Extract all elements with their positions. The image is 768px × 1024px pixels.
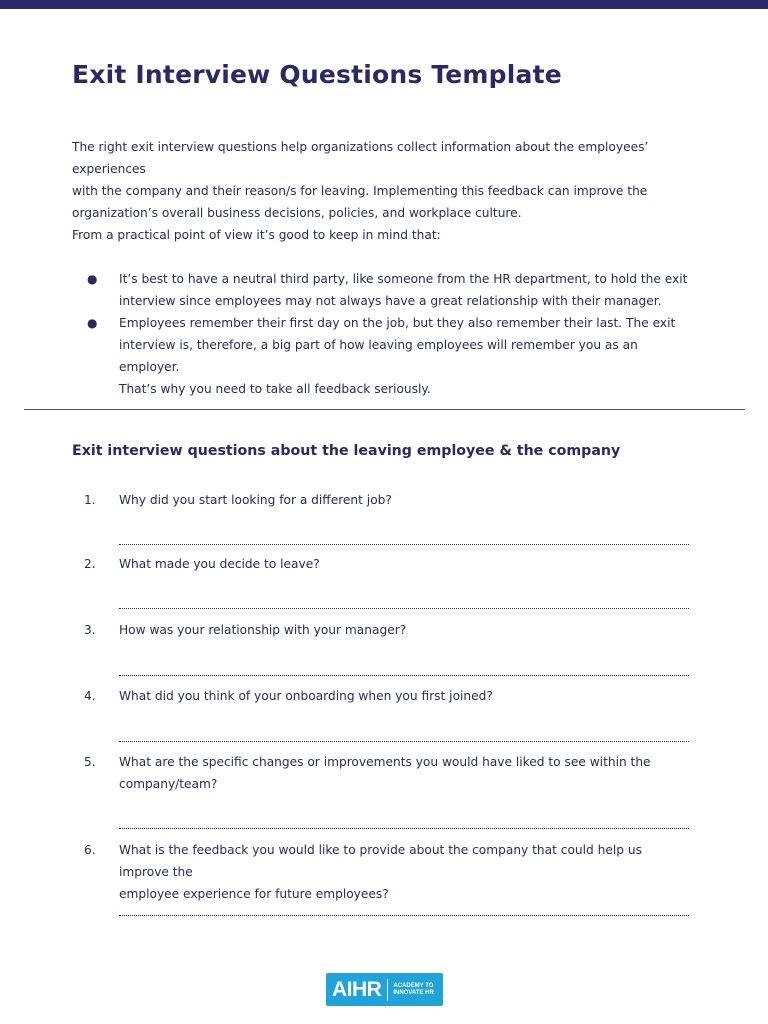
- question-text-line: company/team?: [119, 777, 218, 791]
- page-title: Exit Interview Questions Template: [72, 60, 562, 89]
- answer-line[interactable]: [119, 915, 689, 916]
- list-item-line: It’s best to have a neutral third party, like someone from the HR department, to hold the exit: [119, 272, 688, 286]
- answer-line[interactable]: [119, 741, 689, 742]
- question-text: What did you think of your onboarding when you first joined?: [119, 689, 493, 703]
- bullet-icon: ●: [87, 272, 98, 286]
- question-number: 5.: [84, 755, 96, 769]
- answer-line[interactable]: [119, 544, 689, 545]
- question-text-line: What is the feedback you would like to provide about the company that could help us improve the: [119, 843, 642, 879]
- logo-divider: [387, 979, 388, 1001]
- section-title: Exit interview questions about the leaving employee & the company: [72, 443, 621, 459]
- question-text: [119, 839, 694, 905]
- intro-paragraph: [72, 136, 702, 224]
- list-item: [72, 268, 702, 312]
- answer-line[interactable]: [119, 828, 689, 829]
- aihr-logo: [326, 973, 443, 1006]
- logo-tagline-line: INNOVATE HR: [393, 989, 434, 996]
- bullet-icon: ●: [87, 316, 98, 330]
- question-text: What made you decide to leave?: [119, 557, 320, 571]
- logo-tagline: [393, 983, 435, 997]
- question-text-line: What are the specific changes or improvements you would have liked to see within the: [119, 755, 651, 769]
- list-item-line: interview is, therefore, a big part of how leaving employees will remember you as an employer.: [119, 338, 638, 374]
- question-text-line: employee experience for future employees?: [119, 887, 389, 901]
- question-number: 2.: [84, 557, 96, 571]
- section-divider: [24, 409, 745, 410]
- logo-mark: AIHR: [332, 977, 382, 1001]
- practical-note: From a practical point of view it’s good to keep in mind that:: [72, 228, 441, 242]
- question-text: How was your relationship with your manager?: [119, 623, 407, 637]
- question-number: 4.: [84, 689, 96, 703]
- list-item-line: interview since employees may not always have a great relationship with their manager.: [119, 294, 662, 308]
- question-number: 1.: [84, 493, 96, 507]
- header-bar: [0, 0, 768, 9]
- question-number: 6.: [84, 843, 96, 857]
- intro-line: The right exit interview questions help organizations collect information about the employees’ experiences: [72, 140, 649, 176]
- answer-line[interactable]: [119, 608, 689, 609]
- logo-tagline-line: ACADEMY TO: [393, 982, 434, 989]
- question-number: 3.: [84, 623, 96, 637]
- question-text: Why did you start looking for a different job?: [119, 493, 392, 507]
- intro-line: organization’s overall business decisions, policies, and workplace culture.: [72, 206, 522, 220]
- answer-line[interactable]: [119, 675, 689, 676]
- tips-list: [72, 268, 702, 400]
- intro-line: with the company and their reason/s for leaving. Implementing this feedback can improve the: [72, 184, 648, 198]
- question-text: [119, 751, 694, 795]
- list-item-line: Employees remember their first day on the job, but they also remember their last. The exit: [119, 316, 676, 330]
- list-item-line: That’s why you need to take all feedback seriously.: [119, 382, 431, 396]
- list-item: [72, 312, 702, 400]
